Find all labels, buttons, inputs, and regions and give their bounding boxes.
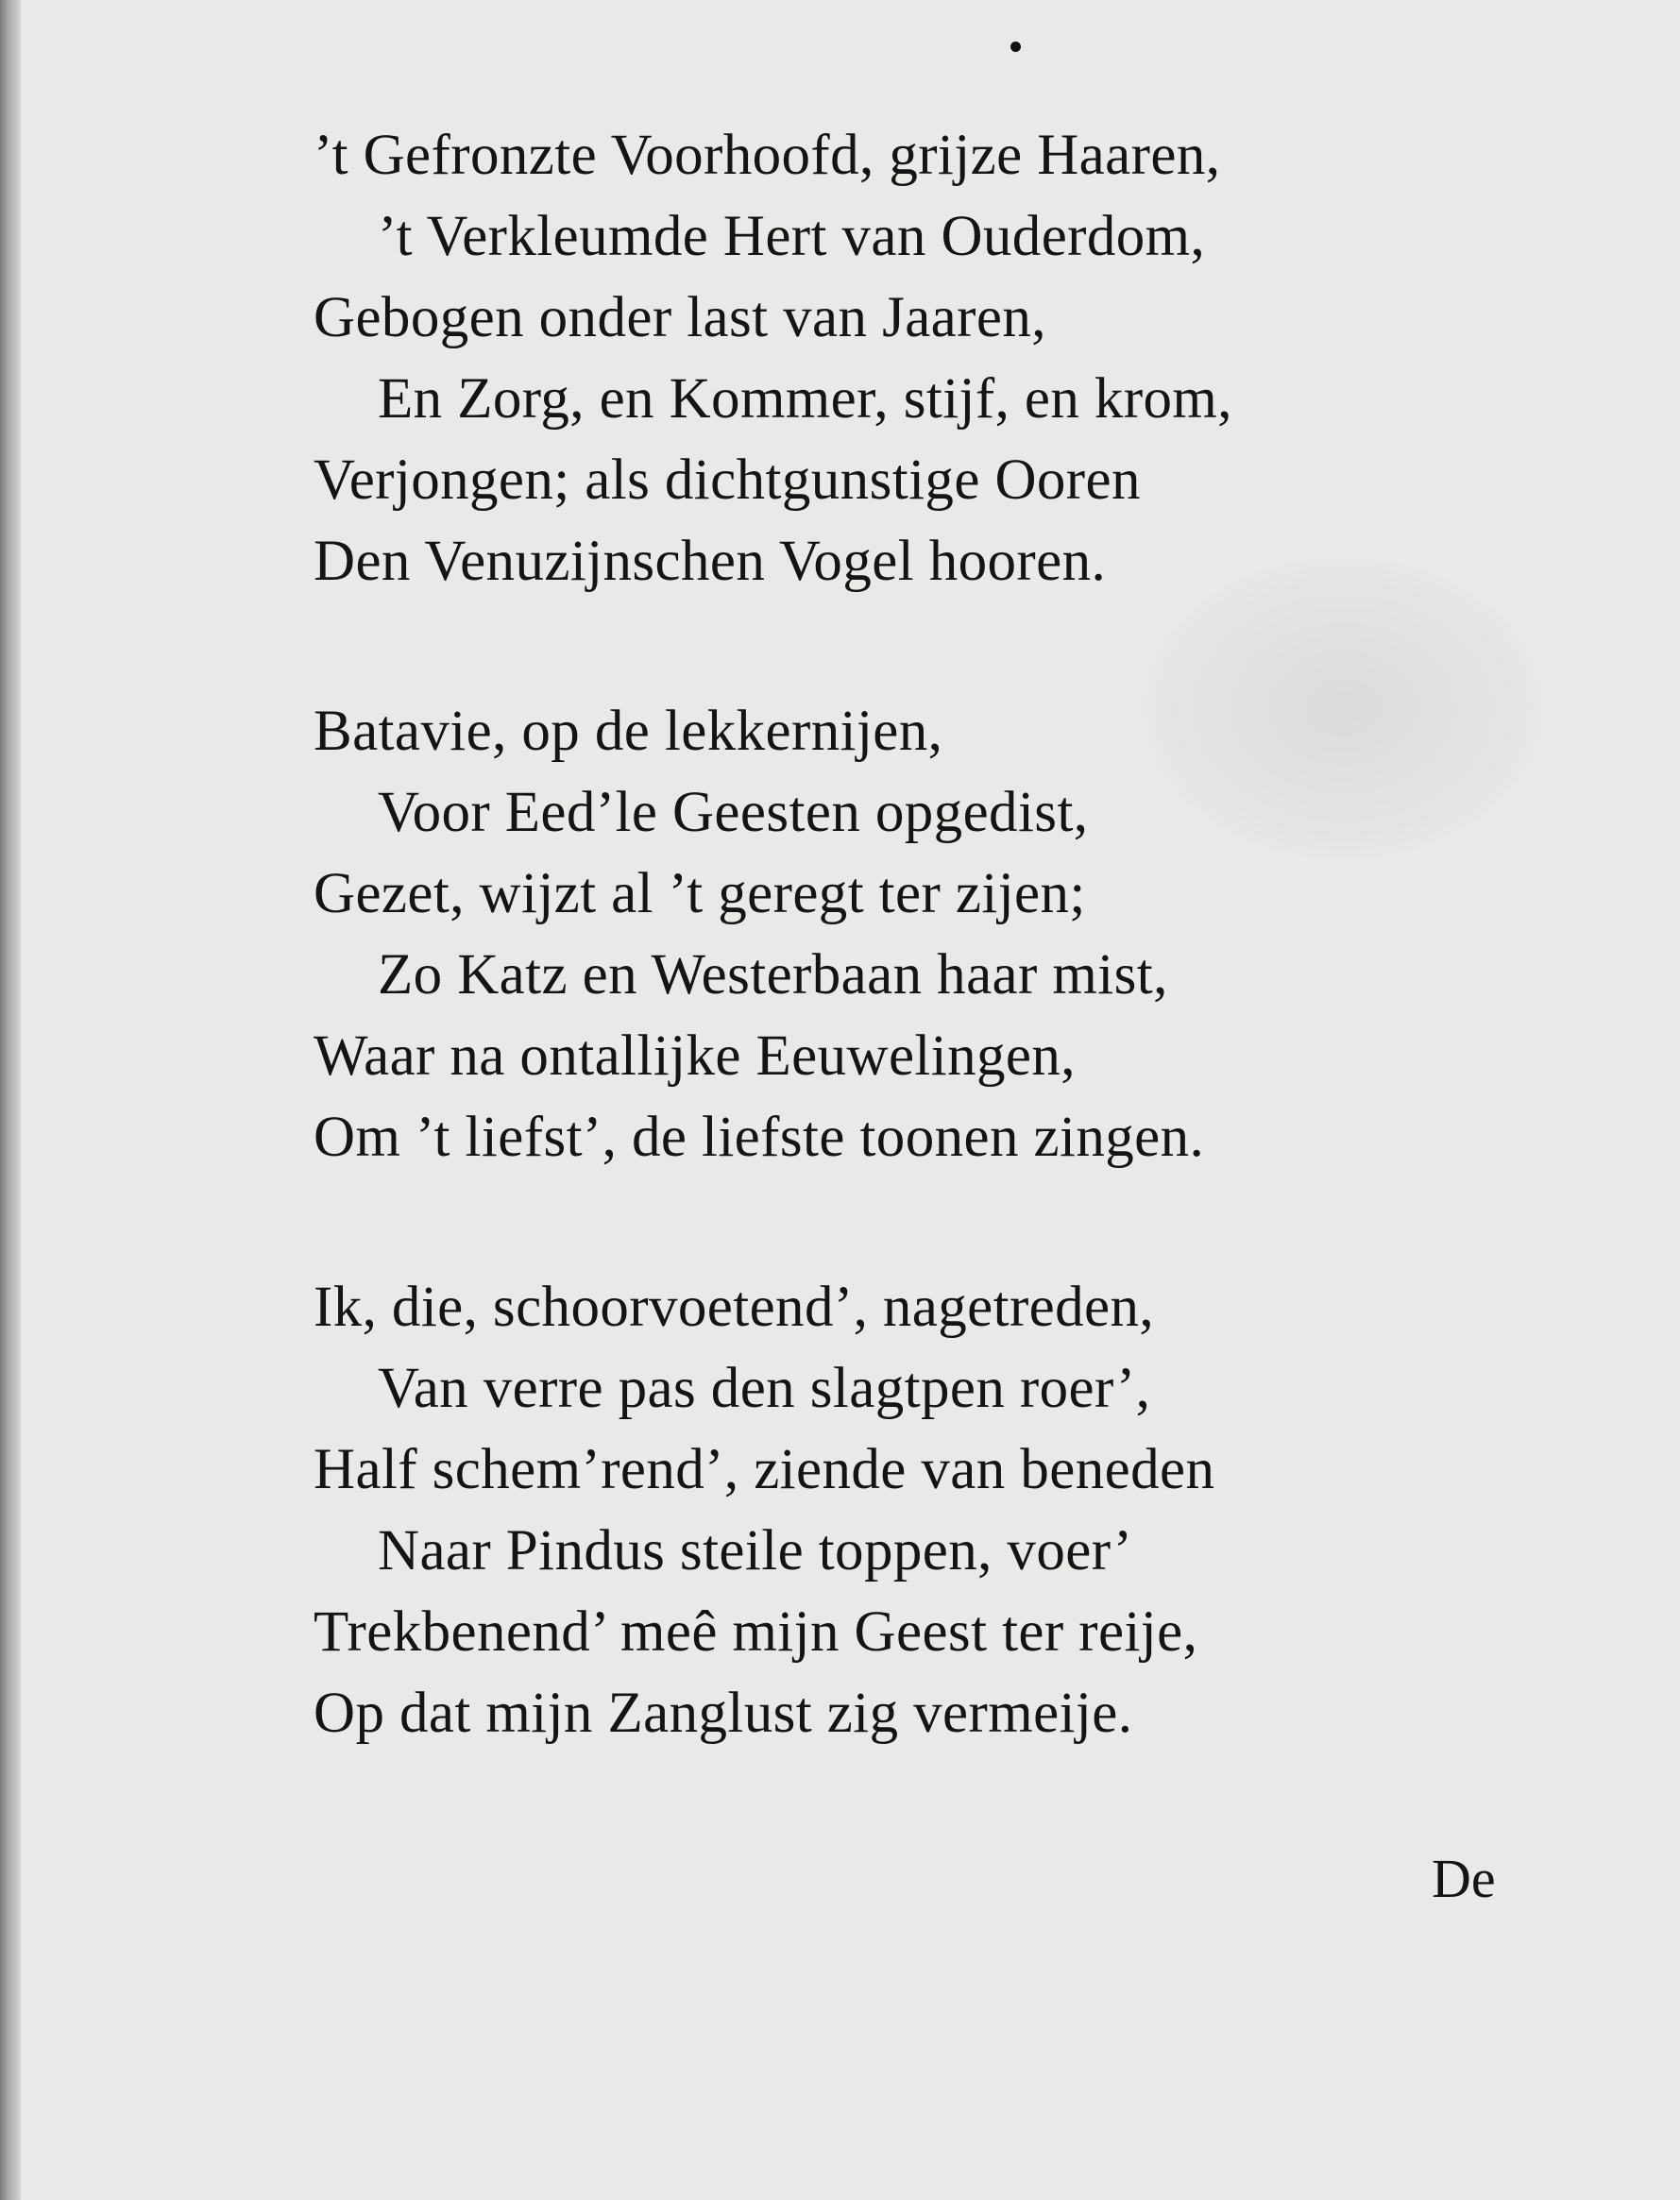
poem-line: Batavie, op de lekkernijen, [314,700,943,763]
poem-line: Den Venuzijnschen Vogel hooren. [314,530,1107,593]
book-page [21,0,1680,2200]
poem-line: Waar na ontallijke Eeuwelingen, [314,1024,1076,1088]
poem-line: Voor Eed’le Geesten opgedist, [378,781,1089,844]
ink-dot [1010,42,1021,52]
catchword: De [1432,1848,1496,1909]
stanza-1 [314,115,1232,602]
poem-line: Gebogen onder last van Jaaren, [314,286,1046,349]
poem-line: Van verre pas den slagtpen roer’, [378,1357,1151,1420]
poem-line: En Zorg, en Kommer, stijf, en krom, [378,367,1232,431]
poem-line: Half schem’rend’, ziende van beneden [314,1438,1215,1501]
poem-line: Ik, die, schoorvoetend’, nagetreden, [314,1276,1155,1339]
poem-line: Om ’t liefst’, de liefste toonen zingen. [314,1106,1205,1169]
poem-line: ’t Verkleumde Hert van Ouderdom, [378,205,1206,268]
stanza-2 [314,691,1232,1178]
poem-line: Naar Pindus steile toppen, voer’ [378,1519,1133,1582]
poem [314,115,1232,1843]
scan-border [0,0,21,2200]
stanza-3 [314,1267,1232,1754]
poem-line: ’t Gefronzte Voorhoofd, grijze Haaren, [314,124,1221,187]
poem-line: Trekbenend’ meê mijn Geest ter reije, [314,1600,1198,1664]
poem-line: Zo Katz en Westerbaan haar mist, [378,943,1168,1007]
poem-line: Op dat mijn Zanglust zig vermeije. [314,1682,1133,1745]
poem-line: Gezet, wijzt al ’t geregt ter zijen; [314,862,1086,925]
poem-line: Verjongen; als dichtgunstige Ooren [314,448,1141,512]
